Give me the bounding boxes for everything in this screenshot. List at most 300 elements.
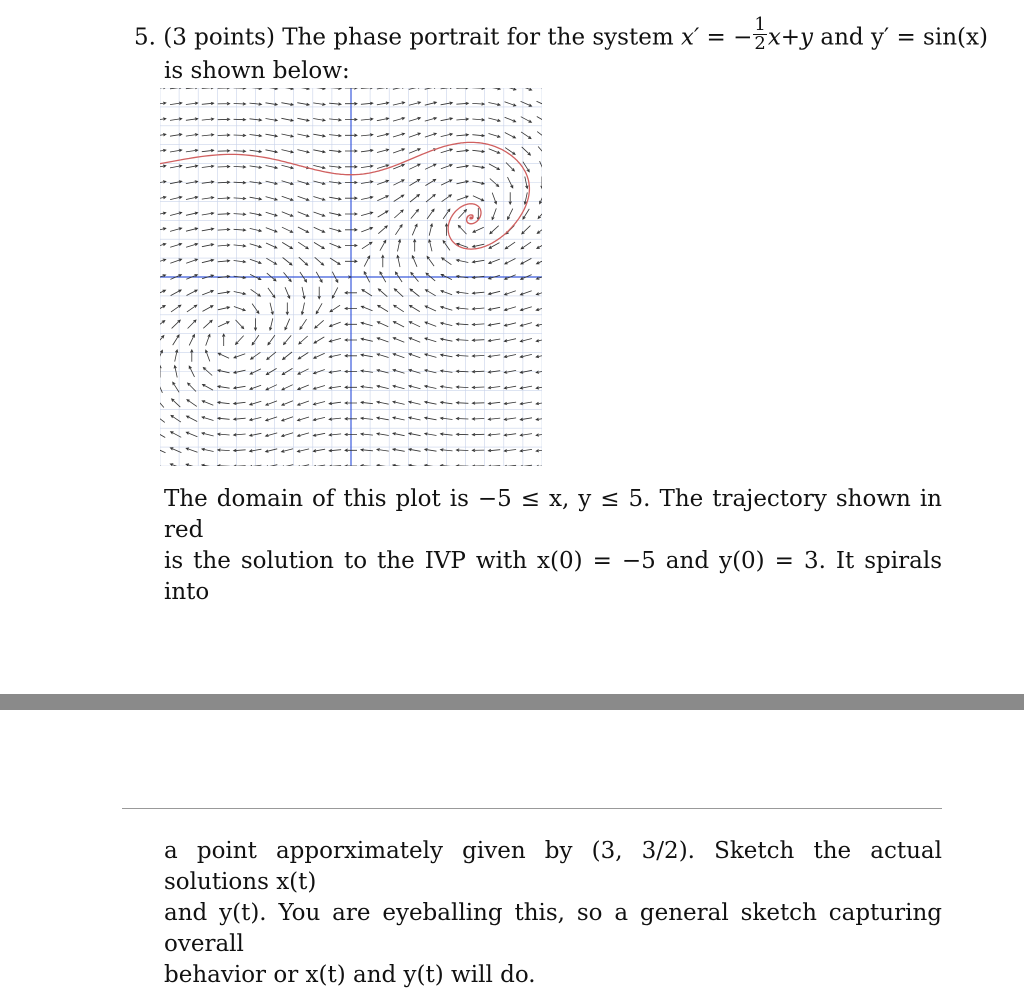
field-arrow (537, 226, 542, 233)
field-arrow (236, 320, 244, 329)
field-arrow (175, 350, 178, 362)
field-arrow (380, 240, 386, 250)
field-arrow (313, 433, 325, 436)
field-arrow (189, 335, 194, 346)
field-arrow (234, 402, 246, 405)
field-arrow (425, 164, 436, 169)
field-arrow (393, 401, 405, 404)
field-arrow (203, 384, 214, 390)
field-arrow (472, 355, 484, 358)
field-arrow (234, 260, 246, 263)
field-arrow (332, 287, 338, 298)
field-arrow (521, 117, 532, 123)
field-arrow (361, 370, 373, 373)
field-arrow (329, 371, 341, 374)
field-arrow (170, 102, 182, 105)
field-arrow (488, 402, 500, 405)
field-arrow (409, 417, 421, 420)
field-arrow (490, 226, 499, 234)
field-arrow (536, 339, 542, 342)
field-arrow (315, 257, 324, 265)
field-arrow (397, 255, 400, 267)
field-arrow (536, 307, 542, 311)
field-arrow (472, 150, 484, 153)
paragraph-sketch-line3: behavior or x(t) and y(t) will do. (164, 962, 536, 988)
field-arrow (504, 465, 516, 466)
field-arrow (218, 386, 230, 389)
field-arrow (297, 118, 309, 121)
field-arrow (538, 210, 542, 219)
field-arrow (377, 196, 388, 201)
field-arrow (266, 212, 277, 216)
field-arrow (186, 259, 197, 263)
field-arrow (536, 355, 542, 358)
field-arrow (160, 432, 165, 438)
field-arrow (282, 417, 293, 421)
field-arrow (394, 305, 404, 312)
field-arrow (505, 291, 516, 295)
field-arrow (329, 355, 341, 358)
field-arrow (170, 243, 181, 247)
field-arrow (160, 306, 165, 312)
field-arrow (218, 88, 230, 89)
field-arrow (218, 433, 230, 436)
field-arrow (536, 386, 542, 389)
field-arrow (281, 118, 293, 121)
field-arrow (236, 336, 244, 345)
field-arrow (457, 149, 469, 152)
field-arrow (314, 212, 325, 216)
field-arrow (398, 240, 401, 252)
eq-y: y′ = sin(x) (870, 24, 988, 51)
field-arrow (412, 224, 417, 235)
field-arrow (377, 401, 389, 404)
field-arrow (377, 449, 389, 452)
field-arrow (520, 418, 532, 421)
field-arrow (504, 323, 516, 327)
fraction-denominator: 2 (754, 33, 766, 54)
fraction-numerator: 1 (754, 14, 766, 35)
field-arrow (361, 322, 373, 326)
field-arrow (445, 224, 448, 236)
field-arrow (218, 417, 230, 420)
field-arrow (504, 434, 516, 437)
field-arrow (160, 149, 166, 152)
field-arrow (313, 197, 325, 201)
field-arrow (170, 118, 182, 121)
field-arrow (234, 292, 246, 295)
field-arrow (456, 307, 468, 310)
field-arrow (186, 464, 198, 466)
field-arrow (186, 134, 198, 137)
field-arrow (218, 322, 229, 327)
field-arrow (202, 228, 214, 231)
field-arrow (173, 382, 179, 392)
field-arrow (313, 150, 325, 153)
field-arrow (266, 401, 277, 406)
field-arrow (537, 101, 543, 106)
field-arrow (160, 228, 166, 232)
field-arrow (361, 354, 373, 357)
field-arrow (505, 133, 516, 139)
field-arrow (488, 465, 500, 466)
field-arrow (330, 305, 340, 312)
field-arrow (413, 240, 416, 252)
field-arrow (218, 181, 230, 184)
field-arrow (170, 464, 181, 466)
field-arrow (537, 259, 543, 264)
field-arrow (160, 350, 163, 361)
field-arrow (202, 417, 214, 421)
field-arrow (472, 402, 484, 405)
field-arrow (425, 306, 436, 311)
field-arrow (171, 415, 181, 422)
field-arrow (234, 150, 246, 153)
field-arrow (284, 335, 292, 344)
field-arrow (393, 102, 405, 105)
eq-x-lhs: x′ (680, 24, 700, 51)
field-arrow (361, 212, 373, 216)
field-arrow (188, 320, 196, 329)
field-arrow (170, 181, 182, 184)
field-arrow (202, 102, 214, 105)
field-arrow (409, 448, 421, 451)
field-arrow (329, 103, 341, 106)
field-arrow (268, 335, 275, 345)
field-arrow (234, 166, 246, 169)
field-arrow (160, 321, 165, 328)
field-arrow (425, 290, 435, 296)
field-arrow (412, 256, 417, 267)
field-arrow (202, 197, 214, 200)
field-arrow (222, 334, 225, 346)
field-arrow (538, 147, 542, 156)
field-arrow (282, 165, 294, 169)
field-arrow (186, 432, 197, 437)
field-arrow (473, 227, 484, 232)
field-arrow (361, 401, 373, 404)
field-arrow (173, 335, 179, 345)
field-arrow (266, 228, 277, 233)
field-arrow (409, 433, 421, 436)
field-arrow (458, 210, 466, 219)
field-arrow (472, 292, 484, 295)
field-arrow (282, 449, 294, 453)
field-arrow (489, 164, 500, 170)
field-arrow (282, 134, 294, 137)
field-arrow (218, 291, 230, 294)
field-arrow (218, 102, 230, 105)
field-arrow (410, 289, 419, 297)
field-arrow (186, 118, 198, 121)
field-arrow (329, 418, 341, 421)
field-arrow (234, 229, 246, 232)
paragraph-domain (164, 484, 942, 608)
field-arrow (330, 243, 341, 248)
field-arrow (283, 352, 292, 360)
field-arrow (218, 449, 230, 452)
field-arrow (314, 353, 325, 358)
field-arrow (234, 118, 246, 121)
field-arrow (302, 287, 305, 299)
field-arrow (504, 339, 516, 342)
field-arrow (297, 134, 309, 137)
field-arrow (266, 103, 278, 106)
field-arrow (488, 386, 500, 389)
field-arrow (205, 350, 209, 361)
field-arrow (505, 102, 516, 106)
field-arrow (186, 212, 198, 215)
field-arrow (361, 227, 372, 232)
field-arrow (488, 291, 500, 295)
field-arrow (377, 338, 388, 342)
field-arrow (520, 370, 532, 373)
field-arrow (186, 181, 198, 184)
field-arrow (171, 432, 182, 438)
field-arrow (298, 385, 309, 390)
field-arrow (329, 338, 341, 342)
field-arrow (472, 323, 484, 326)
field-arrow (202, 401, 213, 406)
field-arrow (457, 291, 469, 294)
field-arrow (202, 118, 214, 121)
field-arrow (313, 449, 325, 452)
field-arrow (313, 165, 325, 168)
field-arrow (377, 133, 389, 136)
field-arrow (409, 133, 420, 137)
eq-x-rhs: x+y (767, 24, 814, 51)
field-arrow (218, 244, 230, 247)
field-arrow (393, 417, 405, 420)
field-arrow (266, 385, 277, 390)
field-arrow (266, 433, 278, 437)
field-arrow (282, 385, 293, 390)
field-arrow (187, 305, 197, 312)
field-arrow (472, 370, 484, 373)
field-arrow (202, 88, 214, 89)
field-arrow (457, 259, 469, 262)
field-arrow (472, 260, 484, 263)
field-arrow (234, 307, 245, 311)
field-arrow (234, 434, 246, 437)
question-points: (3 points) (163, 24, 275, 51)
field-arrow (427, 209, 434, 219)
field-arrow (456, 465, 468, 466)
field-arrow (313, 103, 325, 106)
field-arrow (234, 245, 246, 248)
field-arrow (186, 196, 198, 199)
field-arrow (472, 118, 484, 121)
field-arrow (411, 209, 419, 218)
field-arrow (218, 150, 230, 153)
field-arrow (394, 195, 404, 202)
field-arrow (234, 103, 246, 106)
field-arrow (234, 88, 246, 89)
field-arrow (160, 399, 164, 408)
field-arrow (393, 322, 404, 328)
separator-line (122, 808, 942, 809)
field-arrow (425, 338, 436, 342)
field-arrow (361, 433, 373, 436)
field-arrow (364, 256, 370, 267)
field-arrow (202, 134, 214, 137)
field-arrow (186, 228, 198, 232)
field-arrow (186, 102, 198, 105)
field-arrow (488, 323, 500, 326)
field-arrow (536, 449, 542, 452)
field-arrow (202, 448, 214, 451)
field-arrow (456, 402, 468, 405)
field-arrow (378, 226, 387, 234)
field-arrow (330, 258, 340, 265)
field-arrow (218, 370, 230, 373)
field-arrow (202, 259, 214, 263)
field-arrow (361, 165, 373, 168)
field-arrow (536, 88, 542, 90)
field-arrow (234, 418, 246, 421)
field-arrow (457, 165, 469, 168)
field-arrow (429, 224, 432, 236)
field-arrow (202, 244, 214, 247)
field-arrow (298, 401, 309, 405)
field-arrow (409, 102, 421, 106)
field-arrow (409, 338, 420, 343)
field-arrow (297, 103, 309, 106)
field-arrow (160, 212, 166, 215)
field-arrow (536, 323, 542, 327)
field-arrow (492, 208, 496, 219)
field-arrow (269, 318, 272, 330)
field-arrow (270, 303, 274, 315)
field-arrow (520, 339, 532, 343)
field-arrow (536, 370, 542, 373)
field-arrow (285, 287, 290, 298)
field-arrow (409, 117, 421, 121)
field-arrow (394, 289, 403, 297)
field-arrow (286, 303, 289, 315)
field-arrow (456, 323, 468, 326)
field-arrow (456, 134, 468, 137)
field-arrow (202, 290, 213, 295)
field-arrow (410, 195, 419, 203)
field-arrow (457, 196, 468, 200)
field-arrow (425, 401, 437, 404)
field-arrow (191, 350, 194, 362)
field-arrow (170, 259, 181, 263)
field-arrow (393, 338, 404, 343)
field-arrow (266, 449, 278, 453)
field-arrow (472, 307, 484, 310)
field-arrow (537, 132, 542, 139)
field-arrow (409, 385, 421, 389)
field-arrow (361, 306, 372, 311)
field-arrow (314, 227, 325, 232)
field-arrow (298, 227, 309, 233)
field-arrow (492, 193, 496, 204)
field-arrow (234, 354, 245, 358)
field-arrow (410, 305, 420, 311)
field-arrow (540, 161, 542, 172)
field-arrow (329, 182, 341, 185)
field-arrow (186, 149, 198, 152)
field-arrow (170, 149, 182, 152)
field-arrow (282, 150, 294, 153)
field-arrow (409, 353, 420, 357)
field-arrow (377, 354, 389, 358)
field-arrow (457, 181, 469, 184)
field-arrow (395, 225, 402, 235)
field-arrow (329, 402, 341, 405)
field-arrow (329, 166, 341, 169)
eq-equals: = (706, 24, 726, 51)
field-arrow (508, 209, 513, 220)
field-arrow (218, 228, 230, 231)
field-arrow (504, 355, 516, 358)
field-arrow (281, 103, 293, 106)
field-arrow (472, 433, 484, 436)
field-arrow (329, 386, 341, 389)
field-arrow (160, 259, 166, 263)
field-arrow (186, 88, 198, 89)
field-arrow (425, 117, 437, 121)
field-arrow (266, 119, 278, 122)
field-arrow (160, 181, 166, 184)
field-arrow (202, 212, 214, 215)
field-arrow (393, 149, 404, 153)
field-arrow (361, 196, 373, 199)
field-arrow (377, 385, 389, 388)
field-arrow (160, 134, 166, 137)
field-arrow (170, 196, 182, 199)
field-arrow (520, 386, 532, 389)
field-arrow (456, 386, 468, 389)
field-arrow (505, 259, 516, 265)
fraction-one-half (753, 16, 766, 53)
field-arrow (505, 148, 515, 155)
field-arrow (378, 289, 387, 297)
field-arrow (473, 196, 484, 201)
field-arrow (472, 386, 484, 389)
field-arrow (218, 118, 230, 121)
field-arrow (409, 322, 420, 327)
field-arrow (186, 243, 198, 247)
field-arrow (504, 386, 516, 389)
field-arrow (329, 228, 341, 232)
field-arrow (266, 150, 278, 153)
field-arrow (504, 307, 516, 311)
field-arrow (456, 118, 468, 121)
field-arrow (301, 303, 304, 315)
field-arrow (203, 306, 214, 312)
field-arrow (282, 433, 294, 437)
field-arrow (456, 417, 468, 420)
field-arrow (218, 401, 230, 404)
field-arrow (282, 242, 292, 248)
field-arrow (299, 336, 308, 344)
shown-below-text: is shown below: (164, 58, 350, 84)
field-arrow (234, 386, 246, 389)
field-arrow (361, 181, 373, 184)
field-arrow (234, 134, 246, 137)
eq-minus: − (733, 24, 753, 51)
field-arrow (329, 449, 341, 452)
field-arrow (456, 339, 468, 342)
field-arrow (505, 117, 516, 122)
field-arrow (202, 181, 214, 184)
field-arrow (266, 258, 276, 264)
field-arrow (425, 322, 436, 327)
field-arrow (313, 402, 325, 406)
